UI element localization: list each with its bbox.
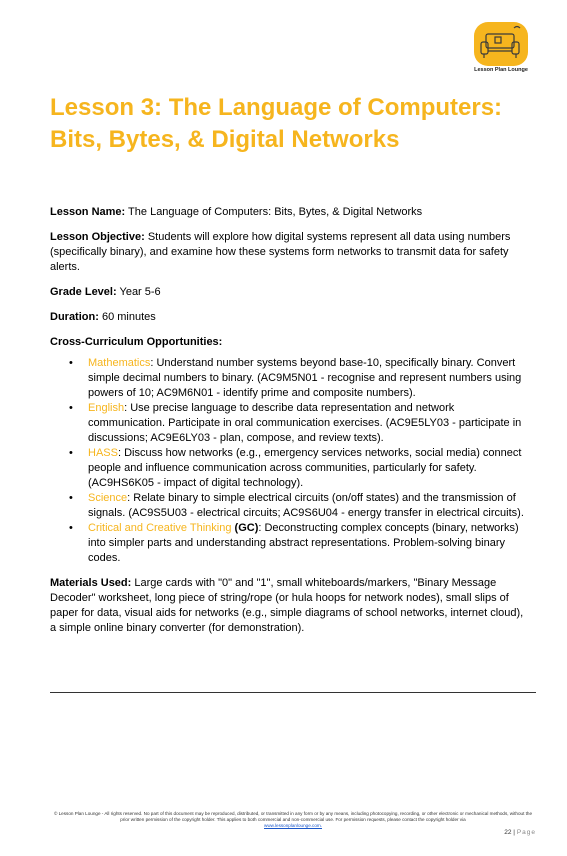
- cross-curriculum-label: Cross-Curriculum Opportunities:: [50, 336, 223, 348]
- page-number: [460, 829, 536, 836]
- subject-text: : Use precise language to describe data representation and network communication. Participate in oral communication exercises. (AC9E5LY03 - participate in discussions; AC9E6LY03 - plan, compose, and review texts).: [88, 402, 522, 444]
- grade-level-value: Year 5-6: [116, 286, 161, 298]
- cross-curriculum-heading: [50, 335, 528, 350]
- list-item: [88, 521, 528, 566]
- list-item: [88, 491, 528, 521]
- materials-label: Materials Used:: [50, 577, 132, 589]
- lesson-content: [50, 205, 528, 646]
- subject-name: Mathematics: [88, 357, 151, 369]
- list-item: [88, 401, 528, 446]
- copyright-text: © Lesson Plan Lounge - All rights reserved. No part of this document may be reproduced, distributed, or transmitted in any form or by any means, including photocopying, recording, or other electronic or mechanical methods, without the prior written permission of the copyright holder. This applies to both commercial and non-commercial use. For permission requests, please contact the copyright holder via: [53, 811, 533, 822]
- website-link[interactable]: www.lessonplanlounge.com.: [264, 823, 322, 828]
- logo-text: Lesson Plan Lounge: [474, 67, 528, 73]
- grade-level-label: Grade Level:: [50, 286, 117, 298]
- subject-name: Critical and Creative Thinking: [88, 522, 232, 534]
- lesson-title: Lesson 3: The Language of Computers: Bits, Bytes, & Digital Networks: [50, 94, 503, 153]
- page-separator: |: [511, 829, 517, 836]
- grade-level-field: [50, 285, 528, 300]
- subject-name: Science: [88, 492, 128, 504]
- lesson-name-field: [50, 205, 528, 220]
- subject-text: : Relate binary to simple electrical circuits (on/off states) and the transmission of signals. (AC9S5U03 - electrical circuits; AC9S6U04 - energy transfer in electrical circuits).: [88, 492, 524, 519]
- duration-field: [50, 310, 528, 325]
- subject-text: : Understand number systems beyond base-10, specifically binary. Convert simple decimal numbers to binary. (AC9M5N01 - recognise and represent numbers using powers of 10; AC9M6N01 - identify prime and composite numbers).: [88, 357, 522, 399]
- subject-name: HASS: [88, 447, 118, 459]
- copyright-notice: [50, 811, 536, 829]
- lesson-name-value: The Language of Computers: Bits, Bytes, & Digital Networks: [125, 206, 423, 218]
- lesson-objective-field: [50, 230, 528, 275]
- duration-value: 60 minutes: [98, 311, 156, 323]
- list-item: [88, 356, 528, 401]
- divider: [50, 692, 536, 693]
- subject-text: : Deconstructing complex concepts (binary, networks) into simpler parts and understanding abstract representations. Problem-solving binary codes.: [88, 522, 519, 564]
- subject-name: English: [88, 402, 125, 414]
- lesson-name-label: Lesson Name:: [50, 206, 126, 218]
- subject-suffix: (GC): [231, 522, 259, 534]
- cross-curriculum-list: [50, 356, 528, 566]
- page-word: Page: [516, 829, 536, 836]
- materials-value: Large cards with "0" and "1", small whiteboards/markers, "Binary Message Decoder" worksheet, long piece of string/rope (or hula hoops for network nodes), small slips of paper for data, visual aids for networks (e.g., simple diagrams of school networks, internet cloud), a simple online binary converter (for demonstration).: [50, 577, 524, 634]
- subject-text: : Discuss how networks (e.g., emergency services networks, social media) connect people and influence communication across communities, particularly for safety. (AC9HS6K05 - impact of digital technology).: [88, 447, 522, 489]
- materials-field: [50, 576, 528, 636]
- lesson-objective-label: Lesson Objective:: [50, 231, 145, 243]
- page-number-value: 22: [504, 829, 512, 836]
- duration-label: Duration:: [50, 311, 99, 323]
- list-item: [88, 446, 528, 491]
- lesson-objective-value: Students will explore how digital systems represent all data using numbers (specifically binary), and examine how these systems form networks to transmit data for safety alerts.: [50, 231, 511, 273]
